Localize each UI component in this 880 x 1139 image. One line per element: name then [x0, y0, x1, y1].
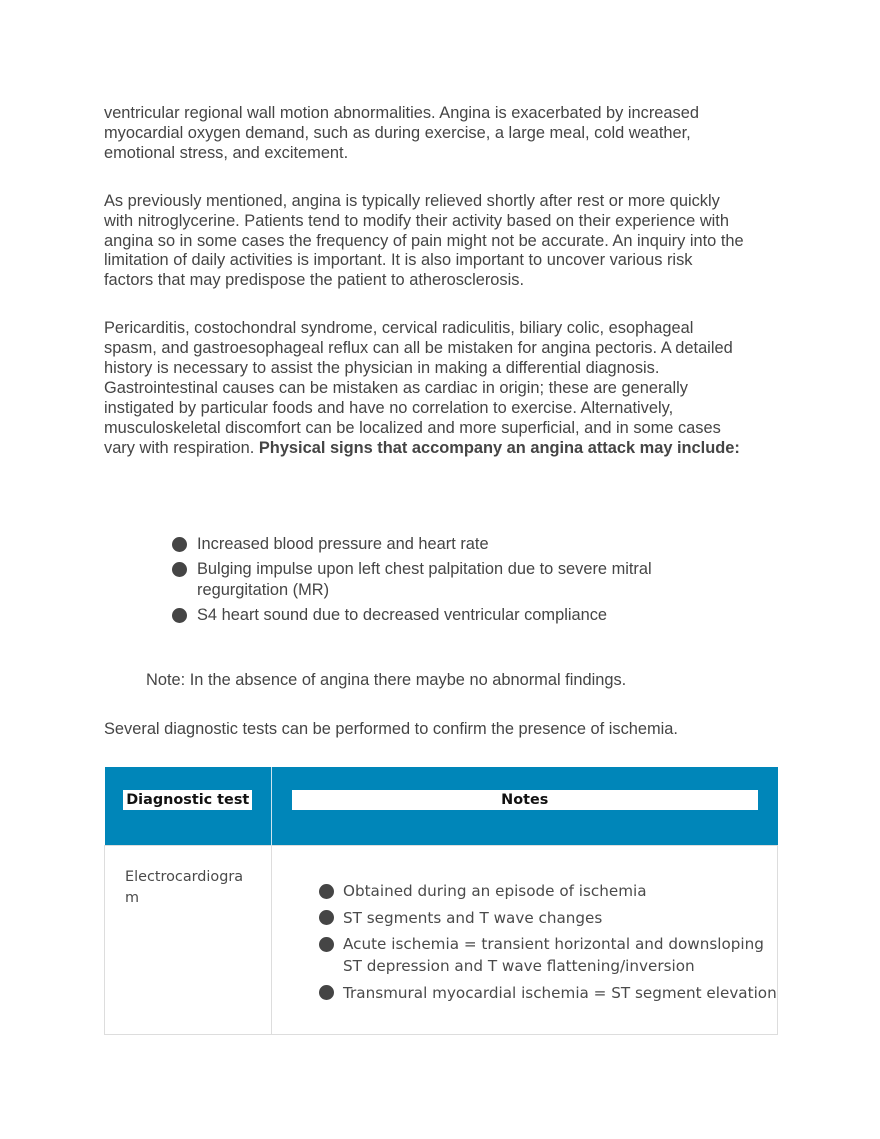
bullet-icon — [319, 937, 334, 952]
diagnostic-tests-table — [104, 767, 778, 1035]
paragraph-exacerbation: ventricular regional wall motion abnormalities. Angina is exacerbated by increased myocardial oxygen demand, such as during exercise, a large meal, cold weather, emotional stress, and excitement. — [104, 104, 699, 162]
list-item-text: S4 heart sound due to decreased ventricular compliance — [197, 606, 608, 624]
list-item-text: Transmural myocardial ischemia = ST segment elevation — [343, 983, 777, 1002]
header-label-notes: Notes — [292, 790, 758, 810]
list-item — [172, 605, 692, 626]
list-item — [172, 559, 692, 601]
list-item — [319, 982, 777, 1004]
note-no-abnormal-findings: Note: In the absence of angina there maybe no abnormal findings. — [146, 671, 627, 689]
header-label-diagnostic-test: Diagnostic test — [123, 790, 252, 810]
list-item — [319, 907, 777, 929]
bullet-icon — [172, 562, 187, 577]
list-item-text: Bulging impulse upon left chest palpitation due to severe mitral regurgitation (MR) — [197, 560, 652, 599]
bullet-icon — [319, 884, 334, 899]
differential-diagnosis-text: Pericarditis, costochondral syndrome, cervical radiculitis, biliary colic, esophageal spasm, and gastroesophageal reflux can all be mistaken for angina pectoris. A detailed history is necessary to assist the physician in making a differential diagnosis. Gastrointestinal causes can be mistaken as cardiac in origin; these are generally instigated by particular foods and have no correlation to exercise. Alternatively, musculoskeletal discomfort can be localized and more superficial, and in some cases vary with respiration. — [104, 319, 733, 457]
table-row — [105, 846, 778, 1035]
physical-signs-heading: Physical signs that accompany an angina attack may include: — [258, 438, 740, 457]
ecg-notes-list — [319, 880, 777, 1004]
list-item-text: Acute ischemia = transient horizontal and downsloping ST depression and T wave flattening/inversion — [343, 935, 764, 975]
bullet-icon — [172, 608, 187, 623]
diagnostic-tests-intro: Several diagnostic tests can be performed to confirm the presence of ischemia. — [104, 720, 678, 738]
header-cell-notes — [272, 767, 778, 846]
list-item — [319, 933, 777, 977]
bullet-icon — [319, 910, 334, 925]
bullet-icon — [172, 537, 187, 552]
list-item-text: ST segments and T wave changes — [343, 908, 603, 927]
list-item-text: Obtained during an episode of ischemia — [343, 882, 647, 900]
bullet-icon — [319, 985, 334, 1000]
header-cell-diagnostic-test — [105, 767, 272, 846]
cell-test-notes — [272, 846, 778, 1035]
paragraph-relief-and-history: As previously mentioned, angina is typically relieved shortly after rest or more quickly with nitroglycerine. Patients tend to modify their activity based on their experience with angina so in some cases the frequency of pain might not be accurate. An inquiry into the limitation of daily activities is important. It is also important to uncover various risk factors that may predispose the patient to atherosclerosis. — [104, 191, 744, 290]
table-header-row — [105, 767, 778, 846]
list-item — [172, 534, 692, 555]
list-item — [319, 880, 777, 902]
list-item-text: Increased blood pressure and heart rate — [197, 535, 489, 553]
paragraph-differential-diagnosis — [104, 319, 744, 458]
physical-signs-list — [172, 534, 692, 630]
document-page — [104, 104, 777, 1002]
cell-test-name: Electrocardiogram — [105, 846, 272, 1035]
